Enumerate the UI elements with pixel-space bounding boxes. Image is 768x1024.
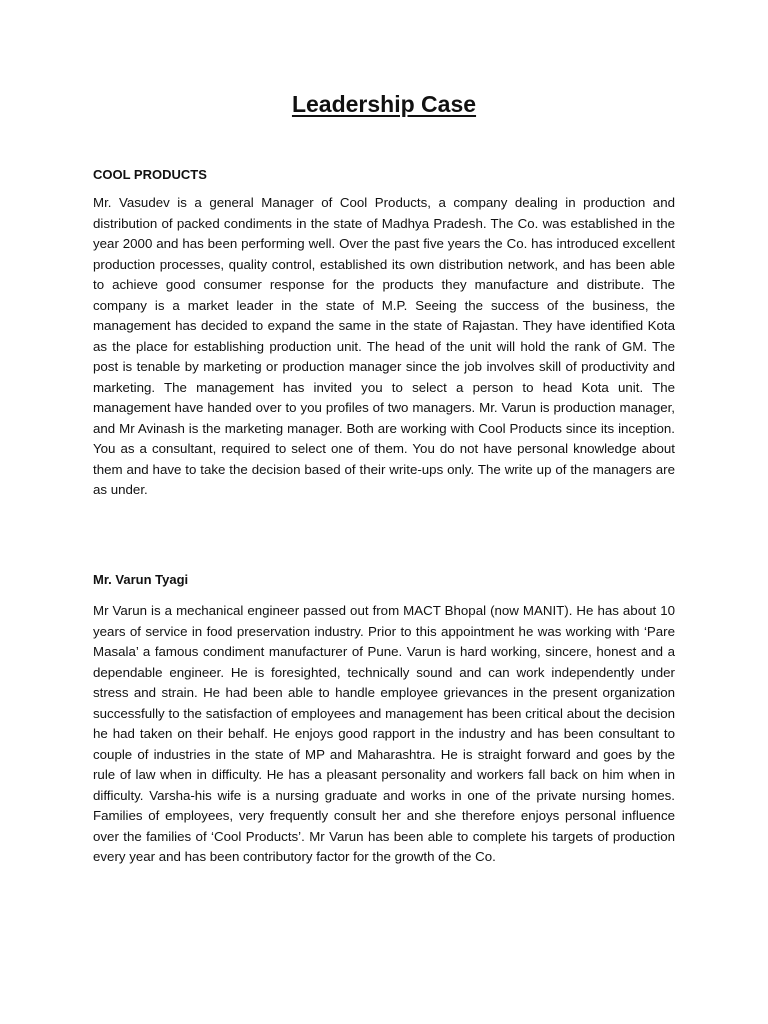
document-title: Leadership Case [291, 91, 477, 117]
section-heading-cool-products: COOL PRODUCTS [93, 167, 207, 182]
section-heading-varun-tyagi: Mr. Varun Tyagi [93, 572, 189, 587]
section-paragraph-cool-products: Mr. Vasudev is a general Manager of Cool Products, a company dealing in production and distribution of packed condiments in the state of Madhya Pradesh. The Co. was established in the year 2000 and has been performing well. Over the past five years the Co. has introduced excellent production processes, quality control, established its own distribution network, and has been able to achieve good consumer response for the products they manufacture and distribute. The company is a market leader in the state of M.P. Seeing the success of the business, the management has decided to expand the same in the state of Rajastan. They have identified Kota as the place for establishing production unit. The head of the unit will hold the rank of GM. The post is tenable by marketing or production manager since the job involves skill of productivity and marketing. The management has invited you to select a person to head Kota unit. The management have handed over to you profiles of two managers. Mr. Varun is production manager, and Mr Avinash is the marketing manager. Both are working with Cool Products since its inception. You as a consultant, required to select one of them. You do not have personal knowledge about them and have to take the decision based of their write-ups only. The write up of the managers are as under. [93, 195, 675, 497]
section-paragraph-varun-tyagi: Mr Varun is a mechanical engineer passed out from MACT Bhopal (now MANIT). He has about 10 years of service in food preservation industry. Prior to this appointment he was working with ‘Pare Masala’ a famous condiment manufacturer of Pune. Varun is hard working, sincere, honest and a dependable engineer. He is foresighted, technically sound and can work independently under stress and strain. He had been able to handle employee grievances in the present organization successfully to the satisfaction of employees and management has been critical about the decision he had taken on their behalf. He enjoys good rapport in the industry and has been consultant to couple of industries in the state of MP and Maharashtra. He is straight forward and goes by the rule of law when in difficulty. He has a pleasant personality and workers fall back on him when in difficulty. Varsha-his wife is a nursing graduate and works in one of the private nursing homes. Families of employees, very frequently consult her and she therefore enjoys personal influence over the families of ‘Cool Products’. Mr Varun has been able to complete his targets of production every year and has been contributory factor for the growth of the Co. [93, 603, 675, 864]
